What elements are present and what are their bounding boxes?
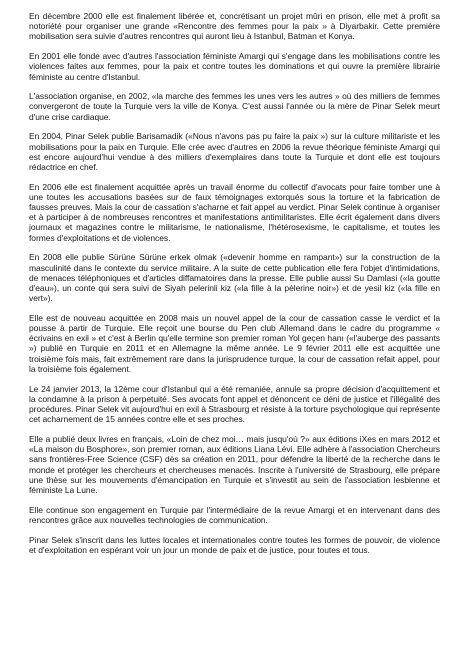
paragraph-11: Pinar Selek s'inscrit dans les luttes locales et internationales contre toutes les formes de pouvoir, de violence et d'exploitation en espérant voir un jour un monde de paix et de justice, pour toutes et tous.: [29, 534, 440, 555]
paragraph-3: L'association organise, en 2002, «la marche des femmes les unes vers les autres » où des milliers de femmes convergeront de toute la Turquie vers la ville de Konya. C'est aussi l'année ou la mère de Pinar Selek meurt d'une crise cardiaque.: [29, 91, 440, 122]
paragraph-9: Elle a publié deux livres en français, «Loin de chez moi… mais jusqu'où ?» aux éditions iXes en mars 2012 et «La maison du Bosphore», son premier roman, aux éditions Liana Lévi. Elle adhère à l'association Chercheurs sans frontières-Free Science (CSF) dès sa création en 2011, pour défendre la liberté de la recherche dans le monde et protéger les chercheurs et chercheuses menacés. Inscrite à l'université de Strasbourg, elle prépare une thèse sur les mouvements d'émancipation en Turquie et s'investit au sein de l'association lesbienne et féministe La Lune.: [29, 433, 440, 495]
paragraph-4: En 2004, Pinar Selek publie Barisamadik («Nous n'avons pas pu faire la paix ») sur la culture militariste et les mobilisations pour la paix en Turquie. Elle crée avec d'autres en 2006 la revue théorique féministe Amargi qui est encore aujourd'hui vendue à des milliers d'exemplaires dans toute la Turquie et dont elle est toujours rédactrice en chef.: [29, 131, 440, 172]
paragraph-5: En 2006 elle est finalement acquittée après un travail énorme du collectif d'avocats pour faire tomber une à une toutes les accusations basées sur de faux témoignages extorqués sous la torture et la fabrication de fausses preuves. Mais la cour de cassation s'acharne et fait appel au verdict. Pinar Selek continue à organiser et à participer à de nombreuses rencontres et manifestations antimilitaristes. Elle écrit également dans divers journaux et magazines contre le militarisme, le nationalisme, l'hétérosexisme, le capitalisme, et toutes les formes d'exploitations et de violences.: [29, 181, 440, 243]
paragraph-10: Elle continue son engagement en Turquie par l'intermédiaire de la revue Amargi et en intervenant dans des rencontres grâce aux nouvelles technologies de communication.: [29, 504, 440, 525]
paragraph-7: Elle est de nouveau acquittée en 2008 mais un nouvel appel de la cour de cassation casse le verdict et la pousse à partir de Turquie. Elle reçoit une bourse du Pen club Allemand dans le cadre du programme « écrivains en exil » et c'est à Berlin qu'elle termine son premier roman Yol geçen hanı («l'auberge des passants ») publié en Turquie en 2011 et en Allemagne la même année. Le 9 février 2011 elle est acquittée une troisième fois mais, fait extrêmement rare dans la jurisprudence turque, la cour de cassation refait appel, pour la troisième fois également.: [29, 312, 440, 374]
paragraph-8: Le 24 janvier 2013, la 12ème cour d'Istanbul qui a été remaniée, annule sa propre décision d'acquittement et la condamne à la prison à perpetuité. Ses avocats font appel et dénoncent ce déni de justice et l'illégalité des procédures. Pinar Selek vit aujourd'hui en exil à Strasbourg et résiste à la torture psychologique qui représente cet acharnement de 15 années contre elle et ses proches.: [29, 383, 440, 425]
paragraph-6: En 2008 elle publie Sürüne Sürüne erkek olmak («devenir homme en rampant») sur la construction de la masculinité dans le contexte du service militaire. A la suite de cette publication elle fera l'objet d'intimidations, de menaces téléphoniques et d'articles diffamatoires dans la presse. Elle publie aussi Su Damlasi («la goutte d'eau»), un conte qui sera suivi de Siyah pelerinli kiz («la fille à la pèlerine noir») et de yesil kiz («la fille en vert»).: [29, 252, 440, 304]
paragraph-2: En 2001 elle fonde avec d'autres l'association féministe Amargi qui s'engage dans les mobilisations contre les violences faites aux femmes, pour la paix et contre toutes les dominations et qui ouvre la première librairie féministe au centre d'Istanbul.: [29, 51, 440, 82]
paragraph-1: En décembre 2000 elle est finalement libérée et, concrétisant un projet mûri en prison, elle met à profit sa notoriété pour organiser une grande «Rencontre des femmes pour la paix » à Diyarbakir. Cette première mobilisation sera suivie d'autres rencontres qui auront lieu à Istanbul, Batman et Konya.: [29, 11, 440, 42]
